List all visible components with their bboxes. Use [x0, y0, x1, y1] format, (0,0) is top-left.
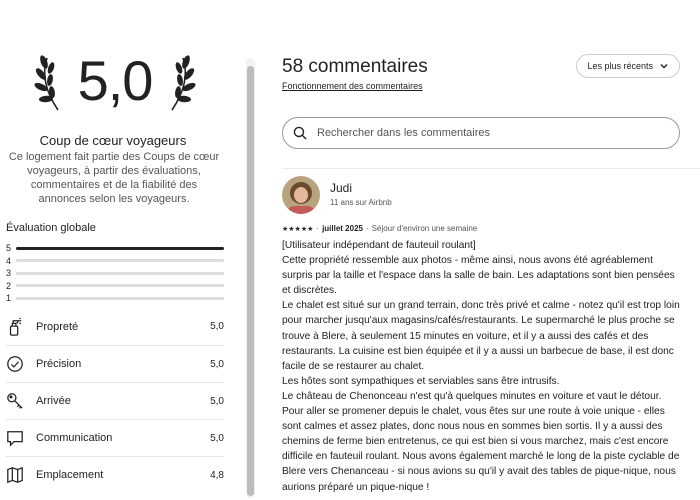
review-search-box[interactable]	[282, 117, 680, 149]
key-icon	[6, 392, 36, 410]
rating-bar-fill	[16, 247, 224, 250]
category-cleanliness	[6, 308, 224, 345]
rating-bar-star: 2	[6, 280, 12, 291]
reviews-panel	[282, 0, 700, 500]
rating-bar-row	[6, 292, 224, 305]
review-paragraph: Les hôtes sont sympathiques et serviables sans être intrusifs.	[282, 375, 560, 387]
sort-label: Les plus récents	[587, 61, 653, 71]
review-stars: ★★★★★	[282, 225, 314, 233]
sort-dropdown[interactable]	[576, 54, 680, 78]
rating-bar-track	[16, 259, 224, 262]
rating-hero	[30, 48, 200, 118]
rating-bar-track	[16, 272, 224, 275]
reviews-scrollbar[interactable]	[246, 58, 255, 498]
separator-dot: ·	[365, 224, 369, 233]
category-label: Emplacement	[36, 469, 104, 481]
rating-distribution	[6, 242, 224, 305]
review-paragraph: Le château de Chenonceau n'est qu'à quelques minutes en voiture et vaut le détour. Pour aller se promener depuis le chalet, vous êtes sur une route à voie unique - elles sont calmes et assez plates, donc nous nous en sommes bien sortis. Il y a aussi des chemins de ferme bien entretenus, ce qui est bien si vous marchez, mais c'est encore difficile en fauteuil roulant. Nous avons également marché le long de la piste cyclable de Blere vers Chenanceau - si nous avions su qu'il y avait des tables de pique-nique, nous aurions préparé un pique-nique !	[282, 390, 680, 493]
rating-bar-row	[6, 255, 224, 268]
review-paragraph: Cette propriété ressemble aux photos - même ainsi, nous avons été agréablement surpris par la taille et l'espace dans la salle de bain. Les adaptations sont bien pensées et discrètes.	[282, 255, 675, 297]
guest-favorite-title: Coup de cœur voyageurs	[39, 133, 187, 148]
rating-bar-row	[6, 267, 224, 280]
chat-bubble-icon	[6, 429, 36, 447]
rating-bar-star: 4	[6, 255, 12, 266]
category-value: 4,8	[210, 469, 224, 481]
review-paragraph: Le chalet est situé sur un grand terrain, donc très privé et calme - notez qu'il est trop loin pour marcher jusqu'aux magasins/cafés/restaurants. Le supermarché le plus proche se trouve à Blere, à seulement 15 minutes en voiture, et il y a aussi des cafés et des restaurants. La cuisine est bien équipée et il y a aussi un barbecue de base, il est donc facile de se restaurer au chalet.	[282, 300, 680, 372]
rating-bar-star: 1	[6, 293, 12, 304]
rating-bar-row	[6, 280, 224, 293]
reviewer-name: Judi	[330, 181, 353, 195]
reviewer-tenure: 11 ans sur Airbnb	[330, 198, 392, 207]
category-location	[6, 456, 224, 493]
category-value: 5,0	[210, 358, 224, 370]
overall-rating-title: Évaluation globale	[6, 222, 96, 234]
review-search-input[interactable]	[317, 127, 657, 139]
search-icon	[293, 126, 307, 140]
how-reviews-work-link[interactable]: Fonctionnement des commentaires	[282, 81, 423, 91]
category-label: Propreté	[36, 320, 79, 333]
rating-bar-star: 5	[6, 243, 12, 254]
category-label: Arrivée	[36, 395, 71, 407]
rating-bar-track	[16, 284, 224, 287]
chevron-down-icon	[659, 61, 669, 71]
separator-dot: ·	[316, 224, 320, 233]
rating-bar-row	[6, 242, 224, 255]
reviews-count-title: 58 commentaires	[282, 56, 428, 77]
review-stay-length: Séjour d'environ une semaine	[371, 224, 478, 233]
divider	[282, 168, 700, 169]
category-communication	[6, 419, 224, 456]
review-paragraph: [Utilisateur indépendant de fauteuil roulant]	[282, 240, 476, 251]
rating-bar-track	[16, 297, 224, 300]
review-date: juillet 2025	[322, 224, 363, 233]
category-value: 5,0	[210, 432, 224, 444]
reviewer-avatar[interactable]	[282, 176, 320, 214]
category-label: Communication	[36, 432, 113, 444]
rating-bar-star: 3	[6, 268, 12, 279]
map-icon	[6, 466, 36, 484]
category-ratings	[6, 308, 224, 493]
category-check-in	[6, 382, 224, 419]
category-accuracy	[6, 345, 224, 382]
rating-summary-panel	[0, 0, 240, 500]
rating-bar-track	[16, 247, 224, 250]
review-text	[282, 238, 684, 495]
category-label: Précision	[36, 358, 82, 370]
laurel-right-icon	[166, 52, 196, 114]
overall-score: 5,0	[77, 49, 153, 112]
spray-bottle-icon	[6, 318, 36, 336]
category-value: 5,0	[210, 321, 224, 332]
guest-favorite-description: Ce logement fait partie des Coups de cœur voyageurs, à partir des évaluations, commentaires et de la fiabilité des annonces selon les voyageurs.	[8, 151, 220, 205]
scrollbar-thumb[interactable]	[247, 66, 254, 496]
category-value: 5,0	[210, 395, 224, 407]
review-rating-line	[282, 224, 477, 233]
check-circle-icon	[6, 355, 36, 373]
